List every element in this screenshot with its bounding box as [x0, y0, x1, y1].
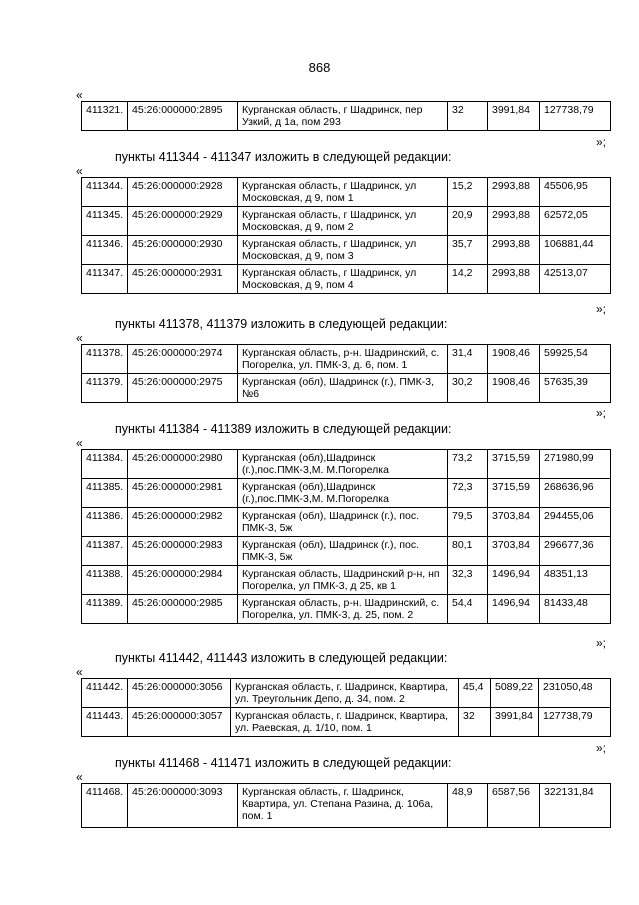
cadastral-number: 45:26:000000:2982 — [128, 508, 238, 537]
area: 72,3 — [448, 479, 488, 508]
rate: 3703,84 — [488, 537, 540, 566]
total: 294455,06 — [540, 508, 611, 537]
total: 231050,48 — [539, 679, 611, 708]
close-quote: »; — [596, 636, 607, 650]
area: 32 — [459, 708, 491, 737]
total: 322131,84 — [540, 784, 611, 828]
records-table — [81, 177, 611, 294]
table-row — [82, 679, 611, 708]
rate: 3715,59 — [488, 450, 540, 479]
address: Курганская область, Шадринский р-н, нп Погорелка, ул ПМК-3, д 25, кв 1 — [238, 566, 448, 595]
area: 14,2 — [448, 265, 488, 294]
rate: 3715,59 — [488, 479, 540, 508]
rate: 1908,46 — [488, 345, 540, 374]
table-row — [82, 479, 611, 508]
rate: 1496,94 — [488, 595, 540, 624]
cadastral-number: 45:26:000000:2975 — [128, 374, 238, 403]
table-row — [82, 345, 611, 374]
item-number: 411388. — [82, 566, 128, 595]
total: 59925,54 — [540, 345, 611, 374]
address: Курганская область, р-н. Шадринский, с. Погорелка, ул. ПМК-3, д. 25, пом. 2 — [238, 595, 448, 624]
rate: 3991,84 — [491, 708, 539, 737]
page-number: 868 — [308, 60, 331, 75]
address: Курганская область, г Шадринск, ул Московская, д 9, пом 1 — [238, 178, 448, 207]
item-number: 411345. — [82, 207, 128, 236]
records-table — [81, 344, 611, 403]
cadastral-number: 45:26:000000:2929 — [128, 207, 238, 236]
cadastral-number: 45:26:000000:2980 — [128, 450, 238, 479]
rate: 6587,56 — [488, 784, 540, 828]
address: Курганская (обл), Шадринск (г.), ПМК-3, №6 — [238, 374, 448, 403]
rate: 1496,94 — [488, 566, 540, 595]
area: 31,4 — [448, 345, 488, 374]
area: 15,2 — [448, 178, 488, 207]
table-row — [82, 708, 611, 737]
cadastral-number: 45:26:000000:2981 — [128, 479, 238, 508]
table-row — [82, 566, 611, 595]
table-row — [82, 207, 611, 236]
rate: 2993,88 — [488, 178, 540, 207]
table-row — [82, 784, 611, 828]
section-heading: пункты 411384 - 411389 изложить в следующей редакции: — [115, 422, 452, 436]
records-table — [81, 678, 611, 737]
area: 45,4 — [459, 679, 491, 708]
total: 48351,13 — [540, 566, 611, 595]
address: Курганская (обл), Шадринск (г.), пос. ПМК-3, 5ж — [238, 537, 448, 566]
cadastral-number: 45:26:000000:3057 — [128, 708, 231, 737]
total: 127738,79 — [539, 708, 611, 737]
item-number: 411442. — [82, 679, 128, 708]
table-row — [82, 537, 611, 566]
area: 32,3 — [448, 566, 488, 595]
address: Курганская область, г Шадринск, ул Московская, д 9, пом 3 — [238, 236, 448, 265]
rate: 2993,88 — [488, 265, 540, 294]
section-heading: пункты 411378, 411379 изложить в следующей редакции: — [115, 317, 448, 331]
item-number: 411468. — [82, 784, 128, 828]
area: 73,2 — [448, 450, 488, 479]
open-quote: « — [76, 164, 83, 178]
area: 20,9 — [448, 207, 488, 236]
item-number: 411384. — [82, 450, 128, 479]
total: 62572,05 — [540, 207, 611, 236]
item-number: 411346. — [82, 236, 128, 265]
area: 54,4 — [448, 595, 488, 624]
address: Курганская область, г. Шадринск, Квартира, ул. Треугольник Депо, д. 34, пом. 2 — [231, 679, 459, 708]
table-row — [82, 595, 611, 624]
close-quote: »; — [596, 135, 607, 149]
area: 35,7 — [448, 236, 488, 265]
table-row — [82, 265, 611, 294]
rate: 5089,22 — [491, 679, 539, 708]
rate: 3703,84 — [488, 508, 540, 537]
records-table — [81, 101, 611, 131]
item-number: 411387. — [82, 537, 128, 566]
address: Курганская область, г. Шадринск, Квартира, ул. Степана Разина, д. 106а, пом. 1 — [238, 784, 448, 828]
records-table — [81, 449, 611, 624]
cadastral-number: 45:26:000000:2974 — [128, 345, 238, 374]
rate: 3991,84 — [488, 102, 540, 131]
open-quote: « — [76, 665, 83, 679]
total: 42513,07 — [540, 265, 611, 294]
cadastral-number: 45:26:000000:2983 — [128, 537, 238, 566]
close-quote: »; — [596, 741, 607, 755]
total: 127738,79 — [540, 102, 611, 131]
close-quote: »; — [596, 406, 607, 420]
open-quote: « — [76, 331, 83, 345]
item-number: 411443. — [82, 708, 128, 737]
cadastral-number: 45:26:000000:3056 — [128, 679, 231, 708]
cadastral-number: 45:26:000000:2984 — [128, 566, 238, 595]
address: Курганская область, р-н. Шадринский, с. Погорелка, ул. ПМК-3, д. 6, пом. 1 — [238, 345, 448, 374]
total: 296677,36 — [540, 537, 611, 566]
section-heading: пункты 411468 - 411471 изложить в следующей редакции: — [115, 756, 452, 770]
area: 48,9 — [448, 784, 488, 828]
table-row — [82, 374, 611, 403]
area: 30,2 — [448, 374, 488, 403]
section-heading: пункты 411344 - 411347 изложить в следующей редакции: — [115, 150, 452, 164]
item-number: 411344. — [82, 178, 128, 207]
table-row — [82, 508, 611, 537]
address: Курганская (обл),Шадринск (г.),пос.ПМК-3,М. М.Погорелка — [238, 450, 448, 479]
cadastral-number: 45:26:000000:3093 — [128, 784, 238, 828]
table-row — [82, 236, 611, 265]
area: 79,5 — [448, 508, 488, 537]
total: 45506,95 — [540, 178, 611, 207]
item-number: 411385. — [82, 479, 128, 508]
area: 80,1 — [448, 537, 488, 566]
address: Курганская область, г Шадринск, пер Узкий, д 1а, пом 293 — [238, 102, 448, 131]
open-quote: « — [76, 770, 83, 784]
total: 57635,39 — [540, 374, 611, 403]
total: 268636,96 — [540, 479, 611, 508]
section-heading: пункты 411442, 411443 изложить в следующей редакции: — [115, 651, 448, 665]
table-row — [82, 450, 611, 479]
item-number: 411321. — [82, 102, 128, 131]
records-table — [81, 783, 611, 828]
open-quote: « — [76, 436, 83, 450]
total: 81433,48 — [540, 595, 611, 624]
address: Курганская (обл), Шадринск (г.), пос. ПМК-3, 5ж — [238, 508, 448, 537]
cadastral-number: 45:26:000000:2895 — [128, 102, 238, 131]
cadastral-number: 45:26:000000:2928 — [128, 178, 238, 207]
open-quote: « — [76, 88, 83, 102]
total: 271980,99 — [540, 450, 611, 479]
cadastral-number: 45:26:000000:2930 — [128, 236, 238, 265]
cadastral-number: 45:26:000000:2985 — [128, 595, 238, 624]
table-row — [82, 178, 611, 207]
item-number: 411378. — [82, 345, 128, 374]
item-number: 411379. — [82, 374, 128, 403]
rate: 2993,88 — [488, 236, 540, 265]
item-number: 411389. — [82, 595, 128, 624]
address: Курганская (обл),Шадринск (г.),пос.ПМК-3,М. М.Погорелка — [238, 479, 448, 508]
address: Курганская область, г Шадринск, ул Московская, д 9, пом 4 — [238, 265, 448, 294]
table-row — [82, 102, 611, 131]
close-quote: »; — [596, 302, 607, 316]
rate: 1908,46 — [488, 374, 540, 403]
total: 106881,44 — [540, 236, 611, 265]
address: Курганская область, г. Шадринск, Квартира, ул. Раевская, д. 1/10, пом. 1 — [231, 708, 459, 737]
item-number: 411347. — [82, 265, 128, 294]
item-number: 411386. — [82, 508, 128, 537]
address: Курганская область, г Шадринск, ул Московская, д 9, пом 2 — [238, 207, 448, 236]
area: 32 — [448, 102, 488, 131]
cadastral-number: 45:26:000000:2931 — [128, 265, 238, 294]
rate: 2993,88 — [488, 207, 540, 236]
